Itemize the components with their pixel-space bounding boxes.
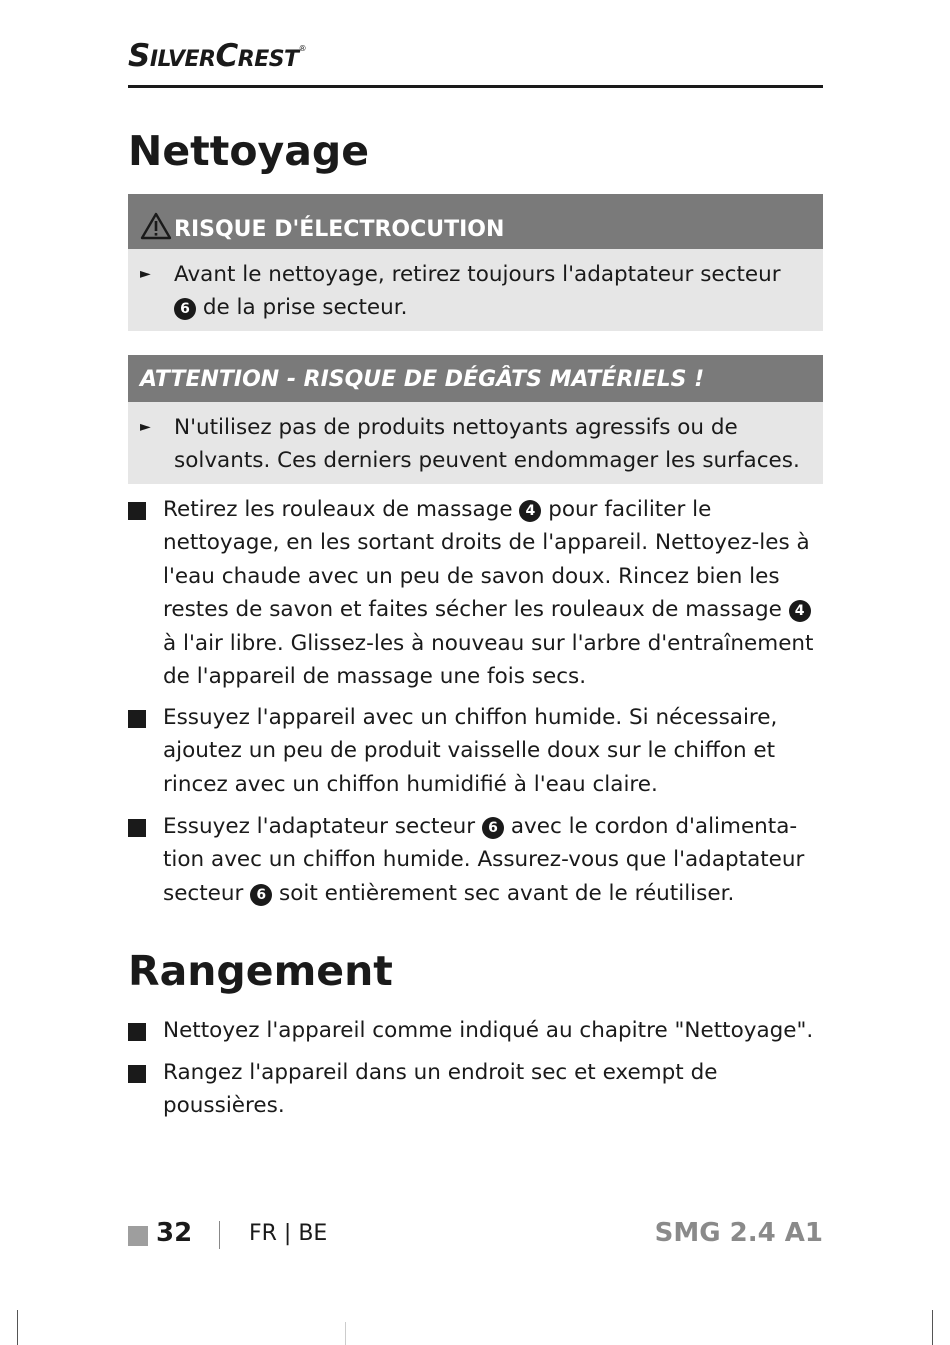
section-title-cleaning: Nettoyage (128, 127, 370, 175)
warning-header (128, 355, 823, 402)
crop-mark (345, 1322, 346, 1345)
step-item (128, 493, 828, 693)
square-bullet-icon (128, 1065, 146, 1083)
step-text: à l'air libre. Glissez-les à nouveau sur l'arbre d'entraînement de l'appareil de massage une fois secs. (163, 630, 814, 690)
ref-number-badge: 6 (250, 884, 272, 906)
page-footer (128, 1218, 823, 1258)
square-bullet-icon (128, 819, 146, 837)
page-number: 32 (156, 1218, 193, 1248)
section-title-storage: Rangement (128, 947, 393, 995)
step-item (128, 701, 828, 801)
footer-square-icon (128, 1226, 148, 1246)
warning-title: RISQUE D'ÉLECTROCUTION (174, 217, 505, 242)
warning-body (128, 402, 823, 484)
step-text: soit entièrement sec avant de le réutiliser. (272, 880, 735, 906)
step-item (128, 810, 828, 910)
step-text: Nettoyez l'appareil comme indiqué au chapitre "Nettoyage". (163, 1018, 814, 1043)
arrow-bullet-icon: ► (140, 419, 151, 435)
step-item (128, 1014, 828, 1047)
step-text: Essuyez l'adaptateur secteur (163, 814, 482, 839)
step-item (128, 1056, 828, 1123)
brand-logo: SilverCrest® (128, 38, 307, 74)
model-number: SMG 2.4 A1 (654, 1218, 823, 1248)
header-rule (128, 85, 823, 88)
warning-triangle-icon (140, 212, 172, 246)
crop-mark (17, 1310, 18, 1345)
warning-text: Avant le nettoyage, retirez toujours l'adaptateur secteur (174, 262, 781, 287)
step-text: Retirez les rouleaux de massage (163, 497, 520, 522)
step-text: Essuyez l'appareil avec un chiffon humide. Si nécessaire, ajoutez un peu de produit vaisselle doux sur le chiffon et rincez avec un chiffon humidifié à l'eau claire. (163, 705, 778, 797)
ref-number-badge: 4 (789, 600, 811, 622)
warning-box-damage (128, 355, 823, 484)
warning-title: ATTENTION - RISQUE DE DÉGÂTS MATÉRIELS ! (140, 367, 705, 392)
step-text: Rangez l'appareil dans un endroit sec et exempt de poussières. (163, 1060, 718, 1119)
warning-box-electrocution (128, 194, 823, 331)
language-code: FR | BE (249, 1221, 328, 1246)
ref-number-badge: 4 (519, 500, 541, 522)
warning-text: N'utilisez pas de produits nettoyants agressifs ou de solvants. Ces derniers peuvent endommager les surfaces. (174, 415, 800, 473)
square-bullet-icon (128, 502, 146, 520)
ref-number-badge: 6 (482, 817, 504, 839)
step-text: pour faciliter le nettoyage, en les sortant droits de l'appareil. Nettoyez-les à l'eau chaude avec un peu de savon doux. Rincez bien les restes de savon et faites sécher les rouleaux de massage (163, 497, 810, 623)
step-text: avec le cordon d'alimenta-tion avec un chiffon humide. Assurez-vous que l'adaptateur secteur (163, 814, 805, 906)
ref-number-badge: 6 (174, 298, 196, 320)
warning-text: de la prise secteur. (196, 295, 408, 320)
crop-mark (932, 1310, 933, 1345)
square-bullet-icon (128, 710, 146, 728)
arrow-bullet-icon: ► (140, 266, 151, 282)
square-bullet-icon (128, 1023, 146, 1041)
warning-header (128, 194, 823, 249)
footer-divider (219, 1221, 220, 1249)
warning-body (128, 249, 823, 331)
